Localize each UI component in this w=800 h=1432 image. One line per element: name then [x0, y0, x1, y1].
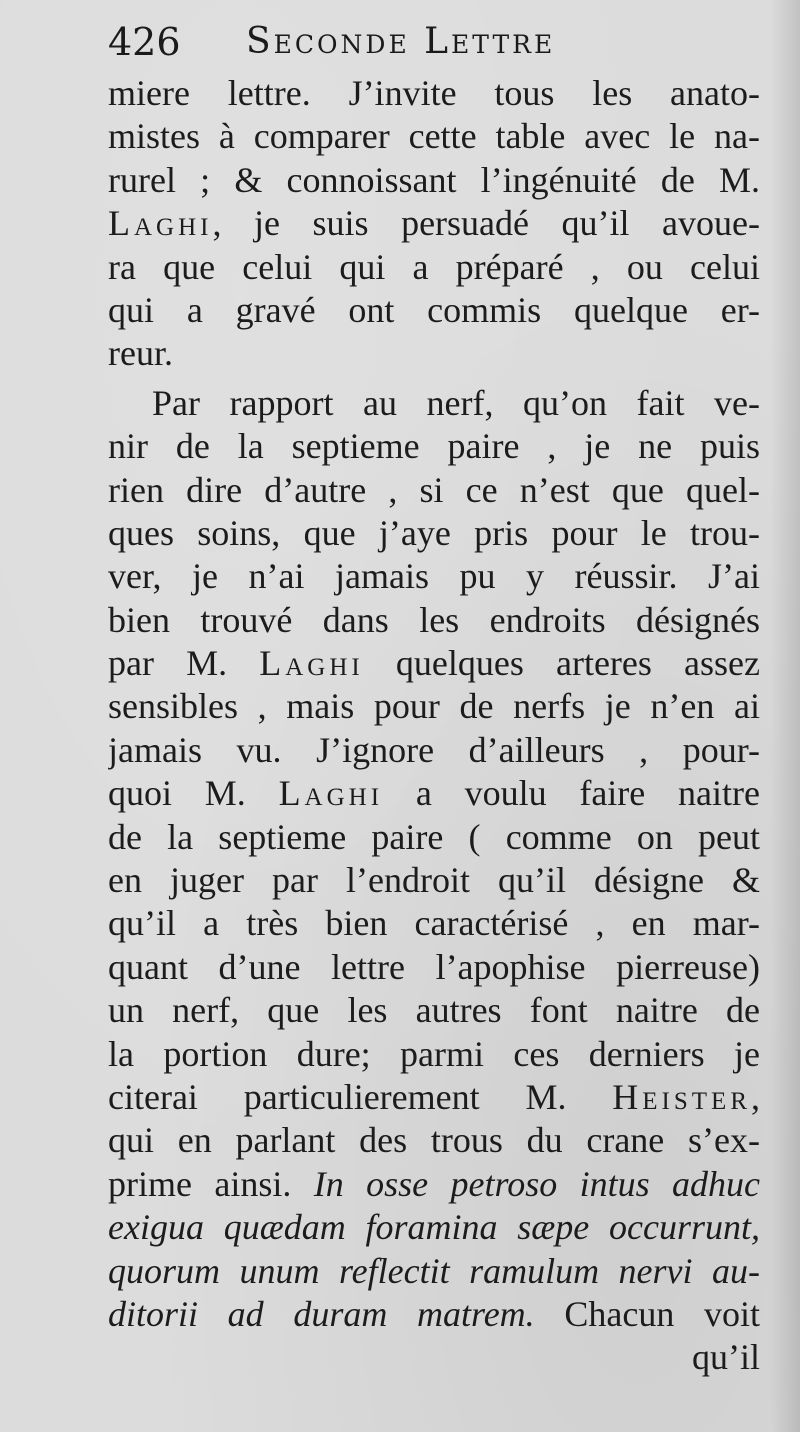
text-run: mistes à comparer cette table avec le na-	[108, 116, 760, 157]
text-line	[108, 289, 760, 332]
small-caps-name: Heister	[612, 1076, 751, 1117]
text-run: ra que celui qui a préparé , ou celui	[108, 246, 760, 287]
text-run: qui en parlant des trous du crane s’ex-	[108, 1120, 760, 1161]
text-line	[108, 685, 760, 728]
text-line	[108, 1163, 760, 1206]
text-run: de la septieme paire ( comme on peut	[108, 816, 760, 857]
text-line	[108, 1206, 760, 1249]
text-line	[108, 1076, 760, 1119]
text-run: quant d’une lettre l’apophise pierreuse)	[108, 946, 760, 987]
text-line	[108, 989, 760, 1032]
text-line	[108, 1336, 760, 1379]
text-line	[108, 772, 760, 815]
small-caps-name: Laghi	[259, 643, 364, 684]
text-run: a voulu faire naitre	[383, 773, 760, 814]
page-header	[108, 18, 768, 66]
text-run: bien trouvé dans les endroits désignés	[108, 599, 760, 640]
text-line	[108, 946, 760, 989]
text-run: ver, je n’ai jamais pu y réussir. J’ai	[108, 556, 760, 597]
text-run: sensibles , mais pour de nerfs je n’en ai	[108, 686, 760, 727]
text-run: Chacun voit	[534, 1293, 760, 1334]
text-line	[108, 599, 760, 642]
text-line	[108, 246, 760, 289]
text-run: qui a gravé ont commis quelque er-	[108, 289, 760, 330]
text-line	[108, 512, 760, 555]
text-line	[108, 1293, 760, 1336]
text-line	[108, 555, 760, 598]
text-run: quoi M.	[108, 773, 279, 814]
latin-quote: quorum unum reflectit ramulum nervi au-	[108, 1250, 760, 1291]
small-caps-name: Laghi	[278, 773, 384, 814]
latin-quote: In osse petroso intus adhuc	[313, 1163, 760, 1204]
text-line	[108, 115, 760, 158]
text-run: rurel ; & connoissant l’ingénuité de M.	[108, 159, 760, 200]
text-line	[108, 859, 760, 902]
text-line	[108, 72, 760, 115]
latin-quote: ditorii ad duram matrem.	[108, 1293, 535, 1334]
text-line	[108, 1250, 760, 1293]
text-line	[108, 642, 760, 685]
text-run: prime ainsi.	[108, 1163, 314, 1204]
text-line	[108, 1119, 760, 1162]
running-head: Seconde Lettre	[246, 21, 556, 62]
text-run: un nerf, que les autres font naitre de	[108, 990, 760, 1031]
text-run: quelques arteres assez	[363, 643, 760, 684]
text-line	[108, 816, 760, 859]
text-run: reur.	[108, 333, 173, 374]
text-run: , je suis persuadé qu’il avoue-	[212, 203, 760, 244]
text-run: qu’il a très bien caractérisé , en mar-	[108, 903, 760, 944]
text-run: nir de la septieme paire , je ne puis	[108, 426, 760, 467]
page-number: 426	[108, 20, 181, 64]
text-run: en juger par l’endroit qu’il désigne &	[108, 860, 760, 901]
text-run: miere lettre. J’invite tous les anato-	[108, 73, 760, 113]
text-line	[108, 202, 760, 245]
text-run: la portion dure; parmi ces derniers je	[108, 1033, 760, 1074]
text-line	[108, 1033, 760, 1076]
text-line	[108, 469, 760, 512]
body-text	[108, 72, 760, 1380]
text-run: qu’il	[692, 1337, 760, 1378]
text-run: rien dire d’autre , si ce n’est que quel-	[108, 469, 760, 510]
text-line	[108, 902, 760, 945]
text-line	[108, 159, 760, 202]
text-run: citerai particulierement M.	[108, 1076, 613, 1117]
text-run: ,	[751, 1076, 760, 1117]
small-caps-name: Laghi	[108, 203, 213, 244]
text-line	[108, 729, 760, 772]
text-line	[108, 382, 760, 425]
text-line	[108, 332, 760, 375]
text-run: jamais vu. J’ignore d’ailleurs , pour-	[108, 729, 760, 770]
text-run: Par rapport au nerf, qu’on fait ve-	[152, 382, 760, 423]
text-run: par M.	[108, 643, 260, 684]
latin-quote: exigua quædam foramina sæpe occurrunt,	[108, 1207, 760, 1248]
text-line	[108, 425, 760, 468]
text-run: ques soins, que j’aye pris pour le trou-	[108, 512, 760, 553]
